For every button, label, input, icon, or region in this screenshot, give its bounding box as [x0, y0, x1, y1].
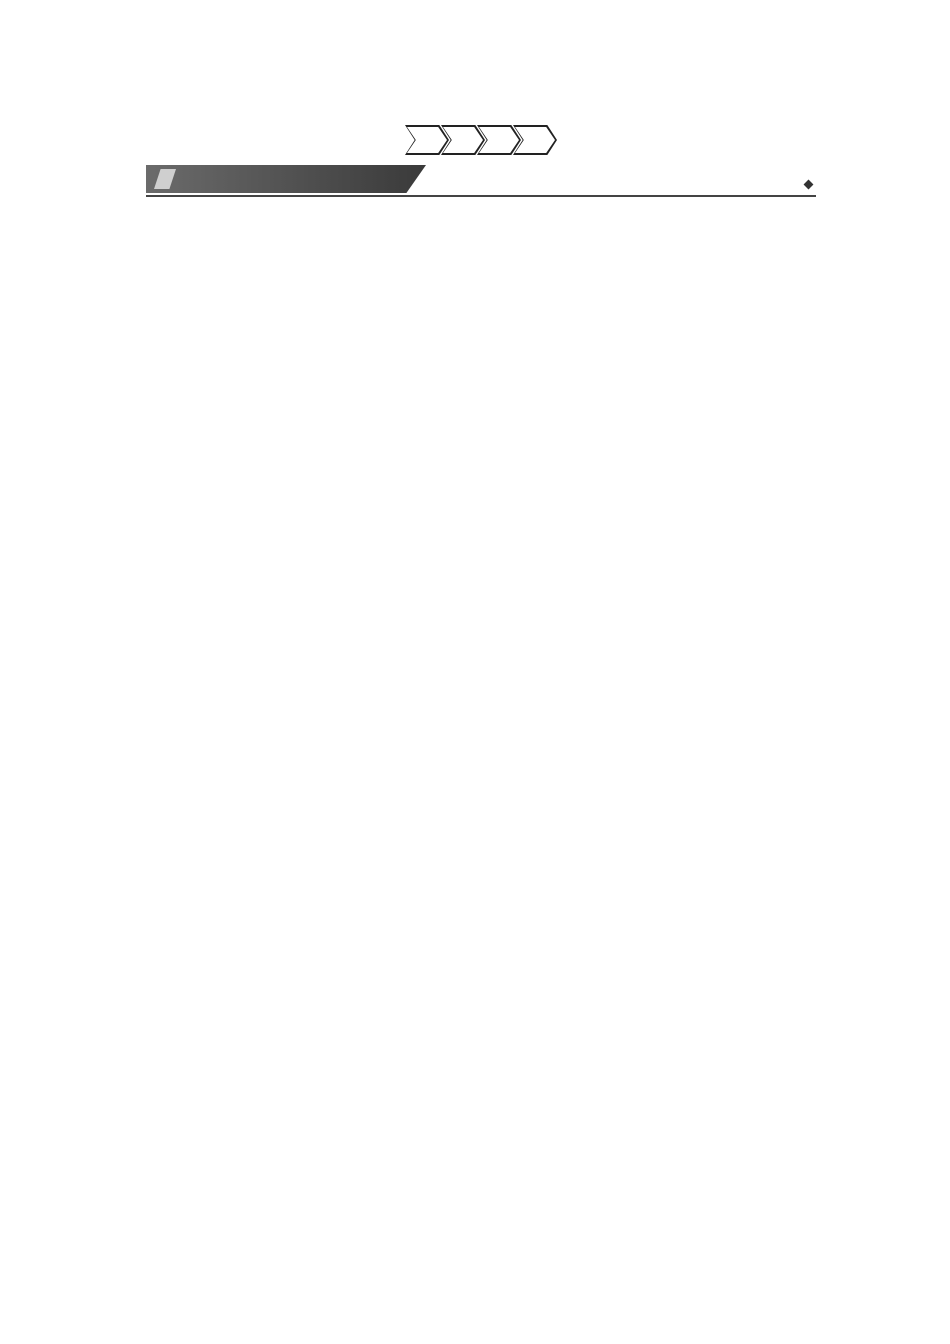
- section-bar-left: [146, 165, 426, 193]
- kaodian-heading: [146, 207, 816, 239]
- section-bar-right: [799, 172, 812, 197]
- document-body: [146, 118, 816, 239]
- banner-yingzaiweidian: [146, 121, 816, 159]
- section-bar: [146, 165, 816, 197]
- diamond-icon: [804, 180, 814, 190]
- slash-decoration-icon: [154, 169, 176, 189]
- banner-chevron: [405, 125, 449, 155]
